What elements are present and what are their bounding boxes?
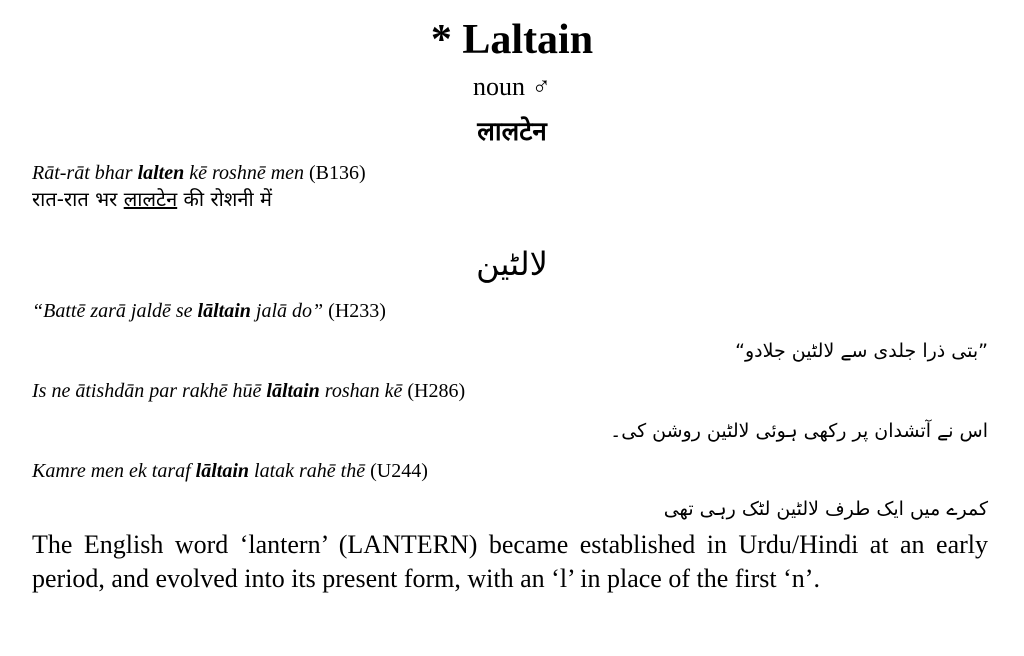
etymology-note: The English word ‘lantern’ (LANTERN) became established in Urdu/Hindi at an early period, and evolved into its present form, with an ‘l’ in place of the first ‘n’. xyxy=(32,530,988,593)
example-1-hindi-pre: रात-रात भर xyxy=(32,187,124,211)
example-1-hindi-keyword: लालटेन xyxy=(123,187,178,211)
urdu-headword: لالٹین xyxy=(476,245,548,283)
example-1-roman xyxy=(32,160,366,186)
example-2-keyword: lāltain xyxy=(197,300,251,322)
example-2-roman xyxy=(32,298,386,324)
example-1-hindi-post: की रोशनी में xyxy=(177,187,272,211)
headword: * Laltain xyxy=(430,17,594,63)
example-2-urdu: ”بتی ذرا جلدی سے لالٹین جلادو“ xyxy=(735,340,988,362)
example-1-keyword: lalten xyxy=(137,162,185,184)
example-1-roman-post: kē roshnē men xyxy=(184,162,310,184)
hindi-headword: लालटेन xyxy=(477,117,547,147)
example-4-keyword: lāltain xyxy=(195,460,250,482)
part-of-speech: noun ♂ xyxy=(473,72,551,101)
example-3-roman-pre: Is ne ātishdān par rakhē hūē xyxy=(32,380,267,402)
example-2-roman-post: jalā do” xyxy=(250,300,324,322)
example-4-ref: (U244) xyxy=(370,460,428,482)
example-3-roman xyxy=(32,378,465,404)
example-4-urdu: کمرے میں ایک طرف لالٹین لٹک رہی تھی xyxy=(663,498,988,520)
example-2-roman-pre: “Battē zarā jaldē se xyxy=(32,300,198,322)
example-1-ref: (B136) xyxy=(309,162,366,184)
example-1-hindi xyxy=(32,186,272,212)
example-4-roman-post: latak rahē thē xyxy=(249,460,366,482)
example-4-roman xyxy=(32,458,428,484)
example-3-roman-post: roshan kē xyxy=(319,380,403,402)
example-3-keyword: lāltain xyxy=(266,380,320,402)
example-4-roman-pre: Kamre men ek taraf xyxy=(32,460,196,482)
example-1-roman-pre: Rāt-rāt bhar xyxy=(32,162,138,184)
example-2-ref: (H233) xyxy=(328,300,386,322)
example-3-urdu: اس نے آتشدان پر رکھی ہوئی لالٹین روشن کی۔ xyxy=(610,420,988,442)
example-3-ref: (H286) xyxy=(407,380,466,402)
